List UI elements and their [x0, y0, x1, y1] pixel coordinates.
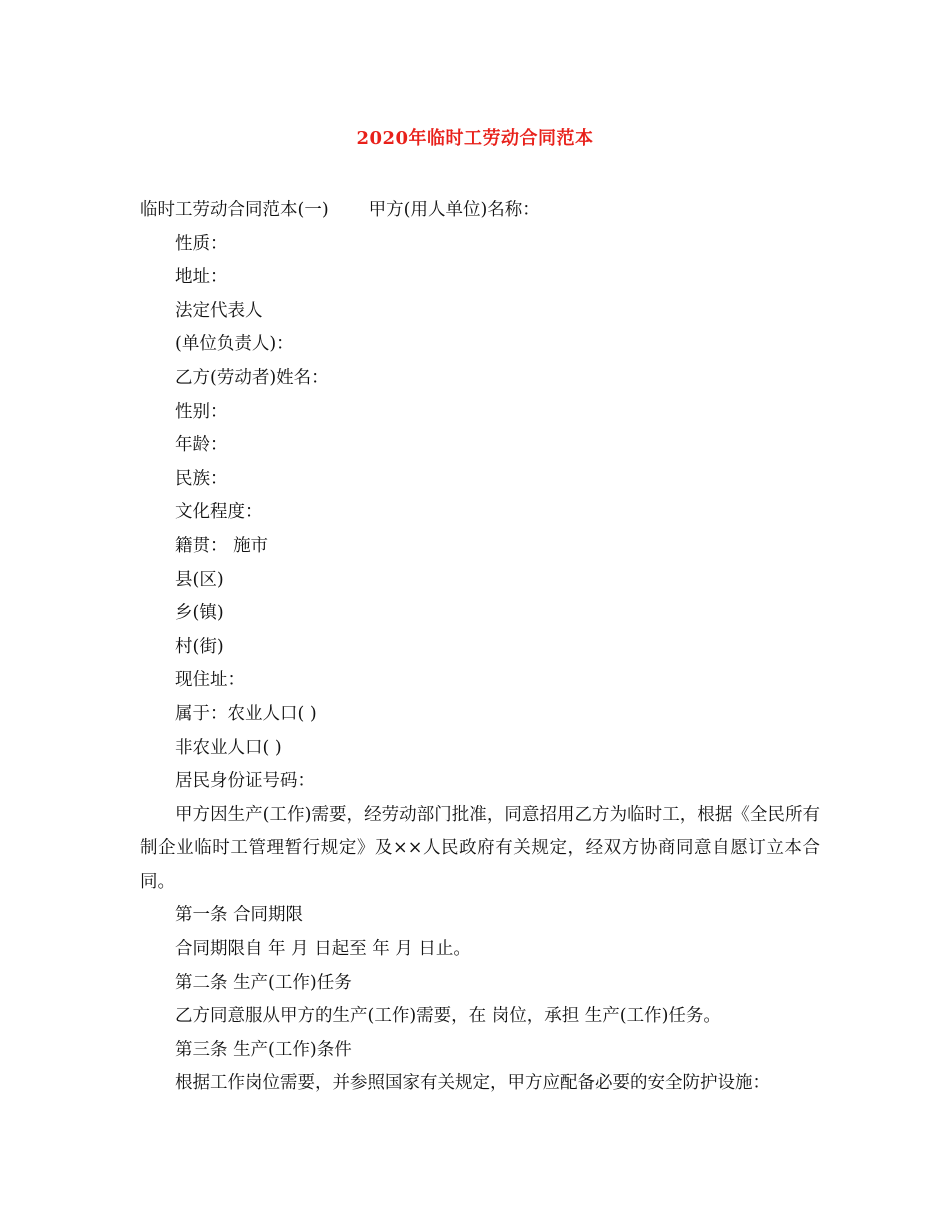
field-native-place: 籍贯： 施市 — [175, 535, 269, 556]
field-village: 村(街) — [175, 636, 224, 657]
field-id-number: 居民身份证号码： — [175, 771, 315, 792]
field-gender: 性别： — [175, 401, 228, 422]
field-current-address: 现住址： — [175, 670, 245, 691]
article-1-text: 合同期限自 年 月 日起至 年 月 日止。 — [175, 939, 471, 960]
party-a-name-label: 甲方(用人单位)名称： — [368, 200, 540, 220]
field-ethnicity: 民族： — [175, 468, 228, 489]
article-1-heading: 第一条 合同期限 — [175, 905, 304, 926]
field-non-agricultural-population: 非农业人口( ) — [175, 737, 282, 758]
document-body — [140, 194, 820, 1101]
field-party-b-name: 乙方(劳动者)姓名： — [175, 367, 329, 388]
article-3-text: 根据工作岗位需要，并参照国家有关规定，甲方应配备必要的安全防护设施： — [175, 1073, 770, 1094]
preamble-paragraph: 甲方因生产(工作)需要，经劳动部门批准，同意招用乙方为临时工，根据《全民所有制企业临时工管理暂行规定》及××人民政府有关规定，经双方协商同意自愿订立本合同。 — [140, 804, 820, 892]
article-2-heading: 第二条 生产(工作)任务 — [175, 972, 352, 993]
intro-line — [140, 194, 820, 228]
field-unit-leader: (单位负责人)： — [175, 334, 294, 355]
field-nature: 性质： — [175, 233, 228, 254]
article-2-text: 乙方同意服从甲方的生产(工作)需要，在 岗位，承担 生产(工作)任务。 — [175, 1006, 721, 1027]
field-agricultural-population: 属于：农业人口( ) — [175, 703, 317, 724]
field-county: 县(区) — [175, 569, 224, 590]
contract-heading: 临时工劳动合同范本(一) — [140, 200, 329, 220]
field-legal-representative: 法定代表人 — [175, 300, 263, 321]
article-3-heading: 第三条 生产(工作)条件 — [175, 1039, 352, 1060]
field-address: 地址： — [175, 267, 228, 288]
document-title: 2020年临时工劳动合同范本 — [356, 128, 594, 149]
field-education: 文化程度： — [175, 502, 263, 523]
field-township: 乡(镇) — [175, 603, 224, 624]
field-age: 年龄： — [175, 435, 228, 456]
